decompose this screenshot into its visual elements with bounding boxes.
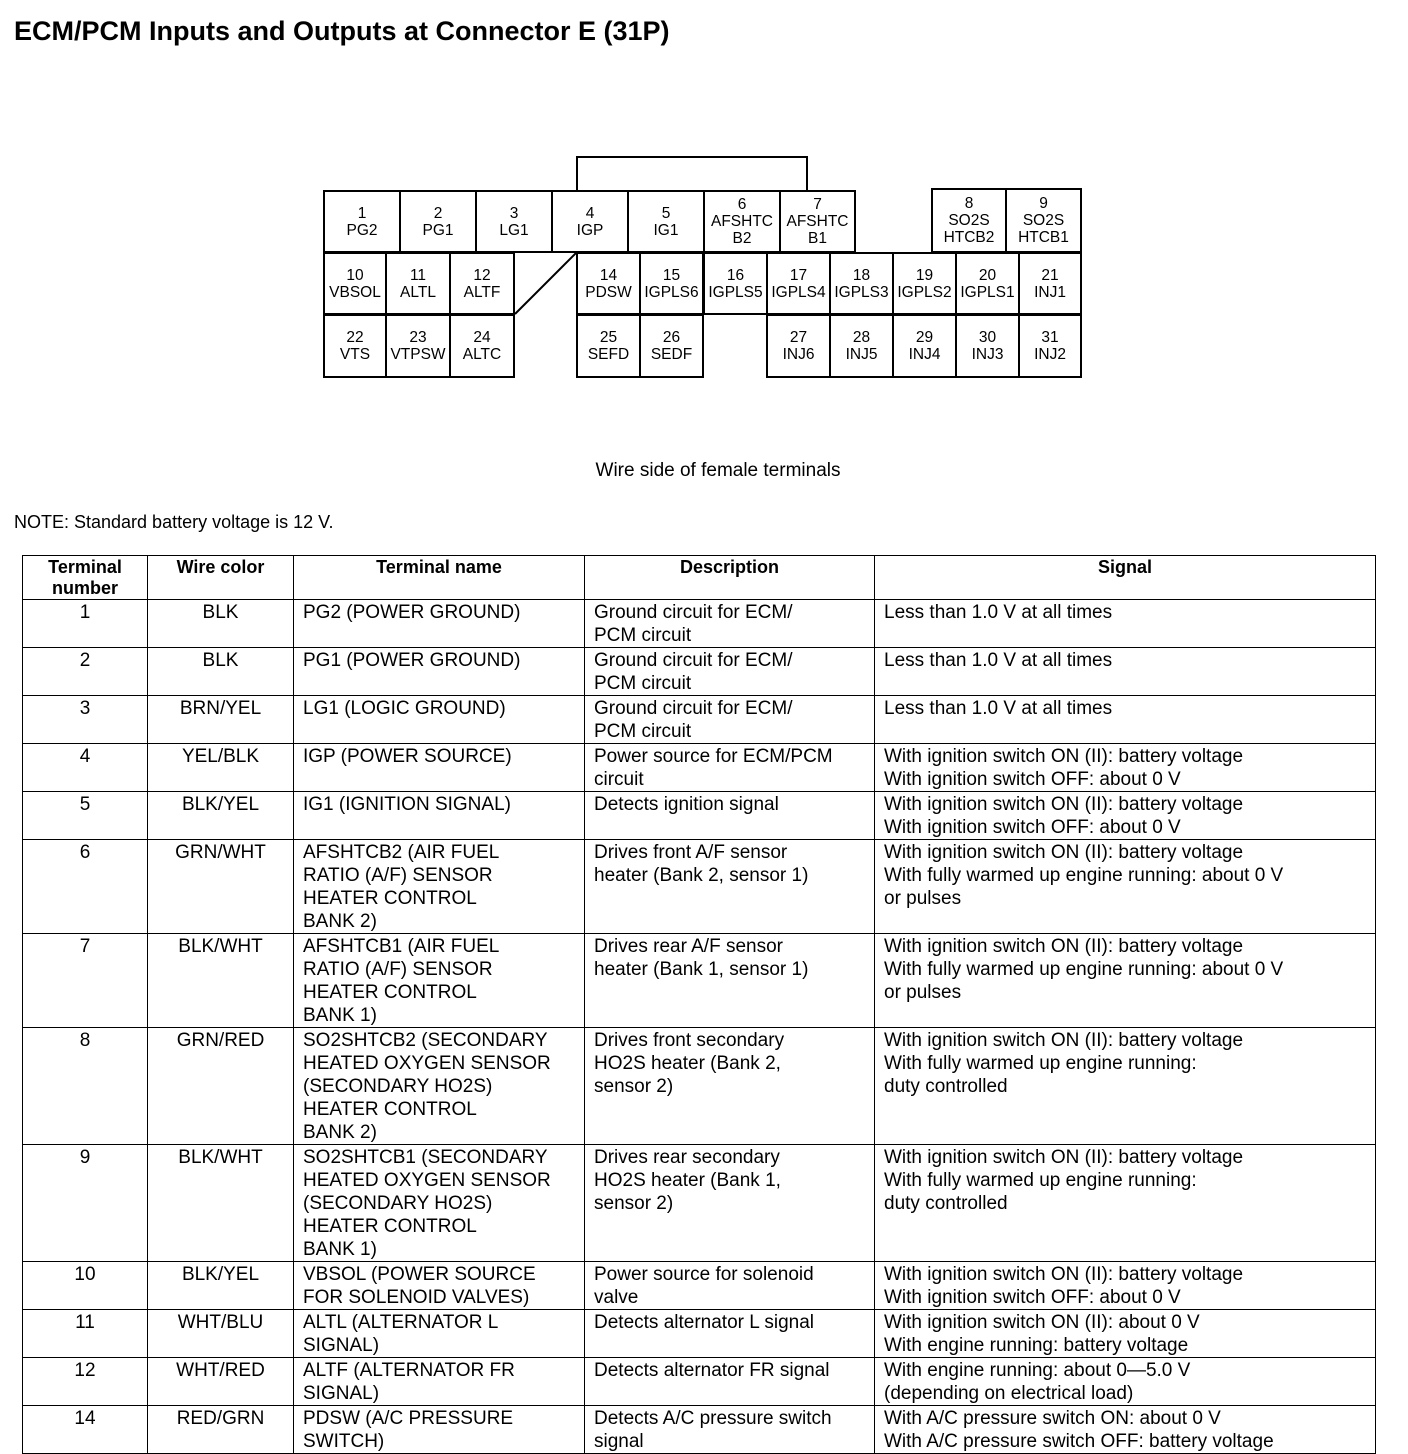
header-terminal-name: Terminal name — [294, 556, 585, 600]
terminal-label: SEFD — [587, 346, 630, 363]
cell-terminal-number: 8 — [23, 1028, 148, 1145]
cell-terminal-name: SO2SHTCB2 (SECONDARY HEATED OXYGEN SENSOR (SECONDARY HO2S) HEATER CONTROL BANK 2) — [294, 1028, 585, 1145]
cell-terminal-number: 11 — [23, 1310, 148, 1358]
terminal-number: 16 — [726, 266, 745, 284]
terminal-label: IGPLS4 — [771, 283, 826, 301]
terminal-label: VBSOL — [329, 283, 381, 301]
terminal-label: IGP — [576, 221, 604, 239]
cell-terminal-name: AFSHTCB2 (AIR FUEL RATIO (A/F) SENSOR HEATER CONTROL BANK 2) — [294, 840, 585, 934]
terminal-number: 11 — [409, 266, 427, 284]
terminal-number: 17 — [789, 266, 808, 284]
terminal-label: IGPLS2 — [897, 283, 952, 301]
terminal-label: IGPLS5 — [708, 283, 763, 301]
terminal-label: VTPSW — [390, 346, 446, 363]
cell-terminal-name: IG1 (IGNITION SIGNAL) — [294, 792, 585, 840]
cell-terminal-number: 2 — [23, 648, 148, 696]
cell-wire-color: GRN/WHT — [148, 840, 294, 934]
table-row — [23, 792, 1376, 840]
table-row — [23, 696, 1376, 744]
cell-terminal-number: 9 — [23, 1145, 148, 1262]
terminal-number: 25 — [599, 329, 618, 346]
terminal-label: PG1 — [422, 221, 454, 239]
terminal-label: SO2S HTCB1 — [1018, 212, 1069, 246]
terminal-table — [22, 555, 1376, 1454]
terminal-cavity — [639, 314, 704, 378]
page-title: ECM/PCM Inputs and Outputs at Connector E (31P) — [14, 16, 670, 46]
cell-terminal-number: 4 — [23, 744, 148, 792]
cell-terminal-name: PG1 (POWER GROUND) — [294, 648, 585, 696]
cell-wire-color: BLK — [148, 648, 294, 696]
cell-signal: Less than 1.0 V at all times — [875, 648, 1376, 696]
terminal-label: AFSHTC B1 — [786, 213, 849, 247]
terminal-label: INJ5 — [845, 346, 878, 363]
terminal-number: 21 — [1041, 266, 1059, 284]
cell-wire-color: BLK/WHT — [148, 1145, 294, 1262]
terminal-cavity — [639, 252, 704, 315]
terminal-cavity — [576, 252, 641, 315]
cell-terminal-name: PDSW (A/C PRESSURE SWITCH) — [294, 1406, 585, 1454]
cell-terminal-number: 1 — [23, 600, 148, 648]
terminal-number: 1 — [357, 204, 367, 222]
table-row — [23, 1145, 1376, 1262]
table-header-row — [23, 556, 1376, 600]
cell-wire-color: WHT/BLU — [148, 1310, 294, 1358]
terminal-number: 15 — [662, 266, 681, 284]
terminal-cavity — [385, 314, 451, 378]
terminal-number: 24 — [473, 329, 491, 346]
terminal-label: PG2 — [346, 221, 378, 239]
cell-wire-color: BLK/YEL — [148, 1262, 294, 1310]
terminal-label: INJ3 — [971, 346, 1004, 363]
terminal-number: 27 — [789, 329, 808, 346]
terminal-cavity — [1005, 188, 1082, 253]
cell-description: Detects alternator FR signal — [585, 1358, 875, 1406]
terminal-cavity — [449, 314, 515, 378]
terminal-number: 31 — [1041, 329, 1059, 346]
terminal-number: 18 — [852, 266, 871, 284]
terminal-label: IGPLS1 — [960, 283, 1015, 301]
terminal-cavity — [627, 190, 705, 253]
cell-terminal-name: PG2 (POWER GROUND) — [294, 600, 585, 648]
terminal-label: SO2S HTCB2 — [943, 212, 995, 246]
header-description: Description — [585, 556, 875, 600]
cell-terminal-number: 6 — [23, 840, 148, 934]
cell-signal: With ignition switch ON (II): battery voltage With fully warmed up engine running: duty controlled — [875, 1145, 1376, 1262]
terminal-number: 14 — [599, 266, 618, 284]
cell-wire-color: BLK/WHT — [148, 934, 294, 1028]
cell-wire-color: GRN/RED — [148, 1028, 294, 1145]
cell-terminal-name: ALTF (ALTERNATOR FR SIGNAL) — [294, 1358, 585, 1406]
cell-terminal-number: 3 — [23, 696, 148, 744]
terminal-cavity — [399, 190, 477, 253]
table-row — [23, 934, 1376, 1028]
cell-terminal-number: 10 — [23, 1262, 148, 1310]
header-wire-color: Wire color — [148, 556, 294, 600]
note-text: NOTE: Standard battery voltage is 12 V. — [14, 512, 334, 532]
cell-wire-color: WHT/RED — [148, 1358, 294, 1406]
cell-description: Drives front A/F sensor heater (Bank 2, sensor 1) — [585, 840, 875, 934]
terminal-number: 19 — [915, 266, 934, 284]
table-row — [23, 744, 1376, 792]
terminal-number: 10 — [346, 266, 364, 284]
cell-terminal-number: 14 — [23, 1406, 148, 1454]
cell-terminal-number: 12 — [23, 1358, 148, 1406]
cell-signal: With ignition switch ON (II): about 0 V With engine running: battery voltage — [875, 1310, 1376, 1358]
terminal-label: INJ4 — [908, 346, 941, 363]
cell-terminal-name: ALTL (ALTERNATOR L SIGNAL) — [294, 1310, 585, 1358]
terminal-number: 6 — [737, 196, 747, 213]
terminal-cavity — [829, 252, 894, 315]
cell-wire-color: BLK — [148, 600, 294, 648]
cell-signal: With engine running: about 0—5.0 V (depending on electrical load) — [875, 1358, 1376, 1406]
terminal-label: AFSHTC B2 — [711, 213, 773, 247]
cell-signal: With ignition switch ON (II): battery voltage With ignition switch OFF: about 0 V — [875, 1262, 1376, 1310]
table-row — [23, 600, 1376, 648]
terminal-number: 23 — [409, 329, 427, 346]
terminal-cavity — [766, 314, 831, 378]
terminal-cavity — [323, 190, 401, 253]
terminal-cavity — [703, 252, 768, 315]
terminal-cavity — [1018, 252, 1082, 315]
cell-wire-color: BRN/YEL — [148, 696, 294, 744]
cell-wire-color: YEL/BLK — [148, 744, 294, 792]
cell-terminal-name: LG1 (LOGIC GROUND) — [294, 696, 585, 744]
cell-description: Ground circuit for ECM/ PCM circuit — [585, 600, 875, 648]
header-terminal-number: Terminal number — [23, 556, 148, 600]
table-row — [23, 648, 1376, 696]
terminal-number: 12 — [473, 266, 491, 284]
table-row — [23, 1358, 1376, 1406]
terminal-cavity — [475, 190, 553, 253]
terminal-number: 30 — [978, 329, 997, 346]
terminal-cavity — [892, 314, 957, 378]
terminal-cavity — [766, 252, 831, 315]
cell-description: Ground circuit for ECM/ PCM circuit — [585, 696, 875, 744]
terminal-number: 9 — [1039, 195, 1048, 212]
terminal-cavity — [955, 314, 1020, 378]
terminal-number: 7 — [813, 196, 822, 213]
terminal-number: 29 — [915, 329, 934, 346]
terminal-number: 20 — [978, 266, 997, 284]
cell-description: Power source for ECM/PCM circuit — [585, 744, 875, 792]
terminal-label: INJ6 — [782, 346, 815, 363]
cell-description: Detects alternator L signal — [585, 1310, 875, 1358]
cell-terminal-name: IGP (POWER SOURCE) — [294, 744, 585, 792]
terminal-cavity — [551, 190, 629, 253]
table-row — [23, 1262, 1376, 1310]
terminal-number: 4 — [585, 204, 595, 222]
terminal-label: ALTC — [462, 346, 502, 363]
terminal-cavity — [323, 314, 387, 378]
cell-signal: With ignition switch ON (II): battery voltage With fully warmed up engine running: duty controlled — [875, 1028, 1376, 1145]
terminal-label: VTS — [339, 346, 371, 363]
header-signal: Signal — [875, 556, 1376, 600]
terminal-number: 8 — [964, 195, 974, 212]
terminal-cavity — [576, 314, 641, 378]
cell-signal: With ignition switch ON (II): battery voltage With ignition switch OFF: about 0 V — [875, 744, 1376, 792]
cell-terminal-name: VBSOL (POWER SOURCE FOR SOLENOID VALVES) — [294, 1262, 585, 1310]
terminal-cavity — [892, 252, 957, 315]
cell-terminal-name: AFSHTCB1 (AIR FUEL RATIO (A/F) SENSOR HEATER CONTROL BANK 1) — [294, 934, 585, 1028]
terminal-number: 22 — [346, 329, 364, 346]
terminal-number: 26 — [662, 329, 681, 346]
terminal-label: IGPLS6 — [644, 283, 699, 301]
cell-description: Drives front secondary HO2S heater (Bank 2, sensor 2) — [585, 1028, 875, 1145]
cell-wire-color: BLK/YEL — [148, 792, 294, 840]
cell-signal: With A/C pressure switch ON: about 0 V With A/C pressure switch OFF: battery voltage — [875, 1406, 1376, 1454]
cell-terminal-name: SO2SHTCB1 (SECONDARY HEATED OXYGEN SENSOR (SECONDARY HO2S) HEATER CONTROL BANK 1) — [294, 1145, 585, 1262]
connector-diagram — [0, 0, 1408, 400]
terminal-label: ALTL — [400, 283, 436, 301]
terminal-number: 5 — [661, 204, 671, 222]
cell-signal: Less than 1.0 V at all times — [875, 600, 1376, 648]
terminal-label: ALTF — [463, 283, 501, 301]
terminal-label: IG1 — [653, 221, 679, 239]
cell-signal: With ignition switch ON (II): battery voltage With ignition switch OFF: about 0 V — [875, 792, 1376, 840]
terminal-cavity — [779, 190, 856, 253]
cell-description: Drives rear A/F sensor heater (Bank 1, sensor 1) — [585, 934, 875, 1028]
terminal-cavity — [829, 314, 894, 378]
terminal-cavity — [931, 188, 1007, 253]
terminal-cavity — [955, 252, 1020, 315]
terminal-label: SEDF — [650, 346, 693, 363]
terminal-label: INJ1 — [1034, 283, 1066, 301]
terminal-label: IGPLS3 — [834, 283, 889, 301]
terminal-label: LG1 — [499, 221, 529, 239]
terminal-cavity — [449, 252, 515, 315]
connector-caption: Wire side of female terminals — [595, 460, 841, 481]
cell-description: Ground circuit for ECM/ PCM circuit — [585, 648, 875, 696]
table-row — [23, 1406, 1376, 1454]
cell-signal: Less than 1.0 V at all times — [875, 696, 1376, 744]
cell-description: Drives rear secondary HO2S heater (Bank 1, sensor 2) — [585, 1145, 875, 1262]
table-row — [23, 1028, 1376, 1145]
terminal-number: 3 — [509, 204, 519, 222]
cell-signal: With ignition switch ON (II): battery voltage With fully warmed up engine running: about 0 V or pulses — [875, 840, 1376, 934]
cell-terminal-number: 7 — [23, 934, 148, 1028]
cell-description: Power source for solenoid valve — [585, 1262, 875, 1310]
cell-description: Detects A/C pressure switch signal — [585, 1406, 875, 1454]
terminal-label: INJ2 — [1034, 346, 1066, 363]
table-row — [23, 840, 1376, 934]
terminal-cavity — [385, 252, 451, 315]
cell-wire-color: RED/GRN — [148, 1406, 294, 1454]
cell-signal: With ignition switch ON (II): battery voltage With fully warmed up engine running: about 0 V or pulses — [875, 934, 1376, 1028]
terminal-number: 2 — [433, 204, 443, 222]
terminal-label: PDSW — [585, 283, 632, 301]
table-row — [23, 1310, 1376, 1358]
terminal-cavity — [1018, 314, 1082, 378]
cell-description: Detects ignition signal — [585, 792, 875, 840]
terminal-cavity — [703, 190, 781, 253]
cell-terminal-number: 5 — [23, 792, 148, 840]
terminal-cavity — [323, 252, 387, 315]
terminal-number: 28 — [852, 329, 871, 346]
